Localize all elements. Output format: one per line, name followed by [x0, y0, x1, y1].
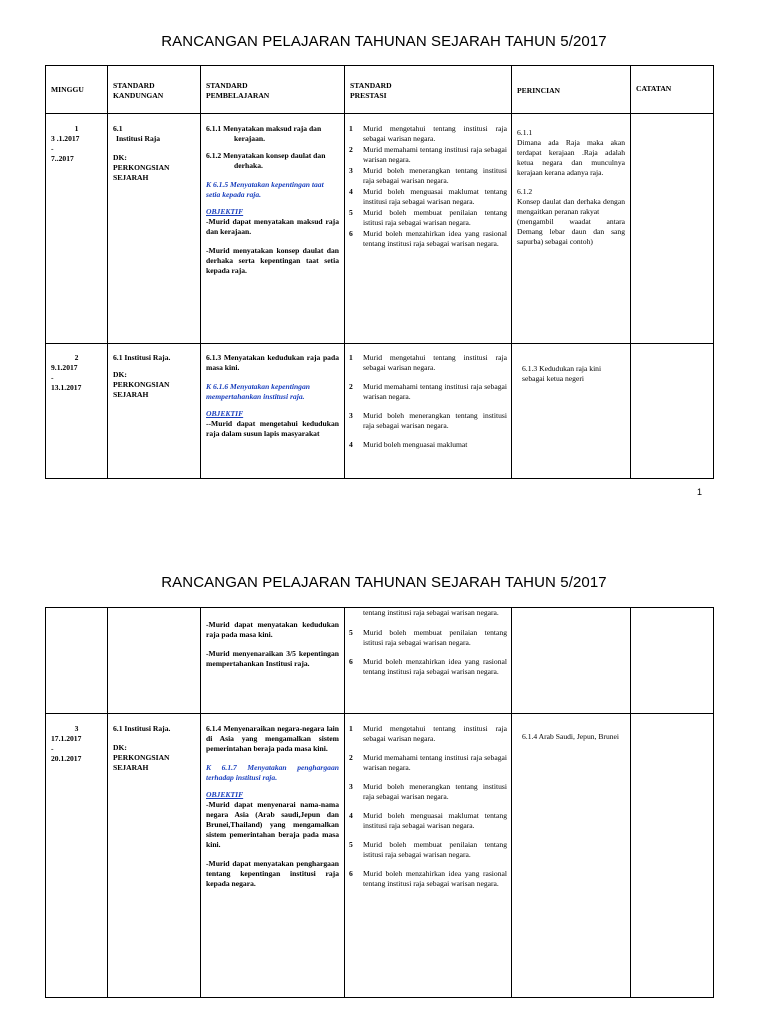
prestasi-number: 3 [349, 782, 353, 792]
prestasi-item [349, 811, 507, 831]
header-standard-prestasi: STANDARD PRESTASI [345, 66, 512, 114]
prestasi-number: 6 [349, 869, 353, 879]
prestasi-text: Murid memahami tentang institusi raja sebagai warisan negara. [363, 753, 507, 773]
prestasi-number: 6 [349, 229, 353, 239]
standard-prestasi-cell [345, 114, 512, 344]
prestasi-text: Murid memahami tentang institusi raja sebagai warisan negara. [363, 145, 507, 165]
prestasi-item [349, 840, 507, 860]
table-row-week-2-continued [46, 608, 714, 714]
prestasi-number: 5 [349, 628, 353, 638]
prestasi-text: Murid boleh menguasai maklumat tentang institusi raja sebagai warisan negara. [363, 811, 507, 831]
standard-kandungan-cell: 6.1 Institusi Raja. DK: PERKONGSIAN SEJARAH [108, 344, 201, 479]
prestasi-number: 2 [349, 145, 353, 155]
prestasi-number: 4 [349, 811, 353, 821]
prestasi-text: Murid boleh menzahirkan idea yang rasional tentang institusi raja sebagai warisan negara. [363, 229, 507, 249]
prestasi-item [349, 869, 507, 889]
week-cell: 3 17.1.2017 - 20.1.2017 [46, 714, 108, 998]
header-standard-pembelajaran: STANDARD PEMBELAJARAN [201, 66, 345, 114]
week-cell: 1 3 .1.2017 - 7..2017 [46, 114, 108, 344]
standard-pembelajaran-cell: 6.1.3 Menyatakan kedudukan raja pada masa kini. K 6.1.6 Menyatakan kepentingan mempertahankan institusi raja. OBJEKTIF --Murid dapat mengetahui kedudukan raja dalam susun lapis masyarakat [201, 344, 345, 479]
prestasi-text: Murid boleh menguasai maklumat [363, 440, 468, 450]
prestasi-text: Murid boleh menzahirkan idea yang rasional tentang institusi raja sebagai warisan negara. [363, 869, 507, 889]
catatan-cell [631, 114, 714, 344]
header-standard-kandungan: STANDARD KANDUNGAN [108, 66, 201, 114]
prestasi-text: Murid boleh menerangkan tentang institusi raja sebagai warisan negara. [363, 411, 507, 431]
header-catatan: CATATAN [631, 66, 714, 114]
prestasi-item [349, 145, 507, 165]
standard-kandungan-cell: 6.1 Institusi Raja. DK: PERKONGSIAN SEJARAH [108, 714, 201, 998]
prestasi-text: Murid boleh membuat penilaian tentang istitusi raja sebagai warisan negara. [363, 628, 507, 648]
prestasi-text: Murid boleh menzahirkan idea yang rasional tentang institusi raja sebagai warisan negara. [363, 657, 507, 677]
prestasi-number: 1 [349, 353, 353, 362]
prestasi-text: Murid mengetahui tentang institusi raja sebagai warisan negara. [363, 124, 507, 144]
prestasi-text: Murid boleh membuat penilaian tentang istitusi raja sebagai warisan negara. [363, 840, 507, 860]
standard-kandungan-cell [108, 608, 201, 714]
prestasi-text: Murid boleh menguasai maklumat tentang institusi raja sebagai warisan negara. [363, 187, 507, 207]
standard-pembelajaran-cell: 6.1.4 Menyenaraikan negara-negara lain di Asia yang mengamalkan sistem pemerintahan beraja pada masa kini. K 6.1.7 Menyatakan penghargaan terhadap institusi raja. OBJEKTIF -Murid dapat menyenarai nama-nama negara Asia (Arab saudi,Jepun dan Brunei,Thailand) yang mengamalkan sistem pemerintahan beraja pada masa kini. -Murid dapat menyatakan penghargaan tentang kepentingan institusi raja kepada negara. [201, 714, 345, 998]
standard-kandungan-cell: 6.1 Institusi Raja DK: PERKONGSIAN SEJARAH [108, 114, 201, 344]
prestasi-number: 6 [349, 657, 353, 667]
perincian-cell: 6.1.4 Arab Saudi, Jepun, Brunei [512, 714, 631, 998]
prestasi-number: 1 [349, 724, 353, 733]
standard-prestasi-cell: tentang institusi raja sebagai warisan negara. 5 Murid boleh membuat penilaian tentang istitusi raja sebagai warisan negara. 6 Murid boleh menzahirkan idea yang rasional tentang institusi raja sebagai warisan negara. [345, 608, 512, 714]
table-row-week-2 [46, 344, 714, 479]
perincian-cell: 6.1.1 Dimana ada Raja maka akan terdapat kerajaan .Raja adalah ketua negara dan munculnya kerajaan kerana adanya raja. 6.1.2 Konsep daulat dan derhaka dengan mengaitkan peranan rakyat (mengambil waadat antara Demang lebar daun dan sang sapurba) sebagai contoh) [512, 114, 631, 344]
prestasi-list [345, 344, 511, 450]
standard-pembelajaran-cell: -Murid dapat menyatakan kedudukan raja pada masa kini. -Murid menyenaraikan 3/5 kepentingan mempertahankan Institusi raja. [201, 608, 345, 714]
page-title: RANCANGAN PELAJARAN TAHUNAN SEJARAH TAHUN 5/2017 [161, 574, 607, 591]
prestasi-number: 2 [349, 753, 353, 763]
catatan-cell [631, 608, 714, 714]
prestasi-number: 3 [349, 166, 353, 176]
page-title: RANCANGAN PELAJARAN TAHUNAN SEJARAH TAHUN 5/2017 [161, 33, 607, 50]
prestasi-list [349, 628, 507, 677]
prestasi-item [349, 353, 507, 373]
prestasi-item [349, 208, 507, 228]
prestasi-item [349, 382, 507, 402]
standard-prestasi-cell [345, 344, 512, 479]
header-minggu: MINGGU [46, 66, 108, 114]
table-row-week-1 [46, 114, 714, 344]
prestasi-item [349, 724, 507, 744]
catatan-cell [631, 714, 714, 998]
prestasi-text: Murid memahami tentang institusi raja sebagai warisan negara. [363, 382, 507, 402]
lesson-plan-table [45, 65, 714, 479]
header-row [46, 66, 714, 114]
perincian-cell: 6.1.3 Kedudukan raja kini sebagai ketua negeri [512, 344, 631, 479]
prestasi-text: Murid boleh menerangkan tentang institusi raja sebagai warisan negara. [363, 166, 507, 186]
prestasi-text: Murid boleh membuat penilaian tentang istitusi raja sebagai warisan negara. [363, 208, 507, 228]
prestasi-number: 5 [349, 208, 353, 218]
prestasi-list [345, 114, 511, 249]
prestasi-number: 4 [349, 187, 353, 197]
prestasi-item [349, 753, 507, 773]
week-cell [46, 608, 108, 714]
prestasi-item [349, 657, 507, 677]
prestasi-number: 1 [349, 124, 353, 133]
page-number: 1 [697, 487, 703, 497]
prestasi-number: 5 [349, 840, 353, 850]
table-row-week-3 [46, 714, 714, 998]
standard-pembelajaran-cell: 6.1.1 Menyatakan maksud raja dan kerajaan. 6.1.2 Menyatakan konsep daulat dan derhaka. K 6.1.5 Menyatakan kepentingan taat setia kepada raja. OBJEKTIF -Murid dapat menyatakan maksud raja dan kerajaan. -Murid menyatakan konsep daulat dan derhaka serta kepentingan taat setia kepada raja. [201, 114, 345, 344]
prestasi-text: Murid boleh menerangkan tentang institusi raja sebagai warisan negara. [363, 782, 507, 802]
prestasi-item [349, 411, 507, 431]
prestasi-item [349, 124, 507, 144]
lesson-plan-table-continued [45, 607, 714, 998]
prestasi-number: 4 [349, 440, 353, 450]
prestasi-number: 2 [349, 382, 353, 392]
prestasi-text: Murid mengetahui tentang institusi raja sebagai warisan negara. [363, 724, 507, 744]
prestasi-text: Murid mengetahui tentang institusi raja sebagai warisan negara. [363, 353, 507, 373]
prestasi-item [349, 782, 507, 802]
catatan-cell [631, 344, 714, 479]
prestasi-item [349, 440, 507, 450]
prestasi-list [345, 714, 511, 889]
week-cell: 2 9.1.2017 - 13.1.2017 [46, 344, 108, 479]
prestasi-item [349, 628, 507, 648]
perincian-cell [512, 608, 631, 714]
header-perincian: PERINCIAN [512, 66, 631, 114]
prestasi-number: 3 [349, 411, 353, 421]
prestasi-item [349, 166, 507, 186]
prestasi-item [349, 187, 507, 207]
prestasi-item [349, 229, 507, 249]
standard-prestasi-cell [345, 714, 512, 998]
